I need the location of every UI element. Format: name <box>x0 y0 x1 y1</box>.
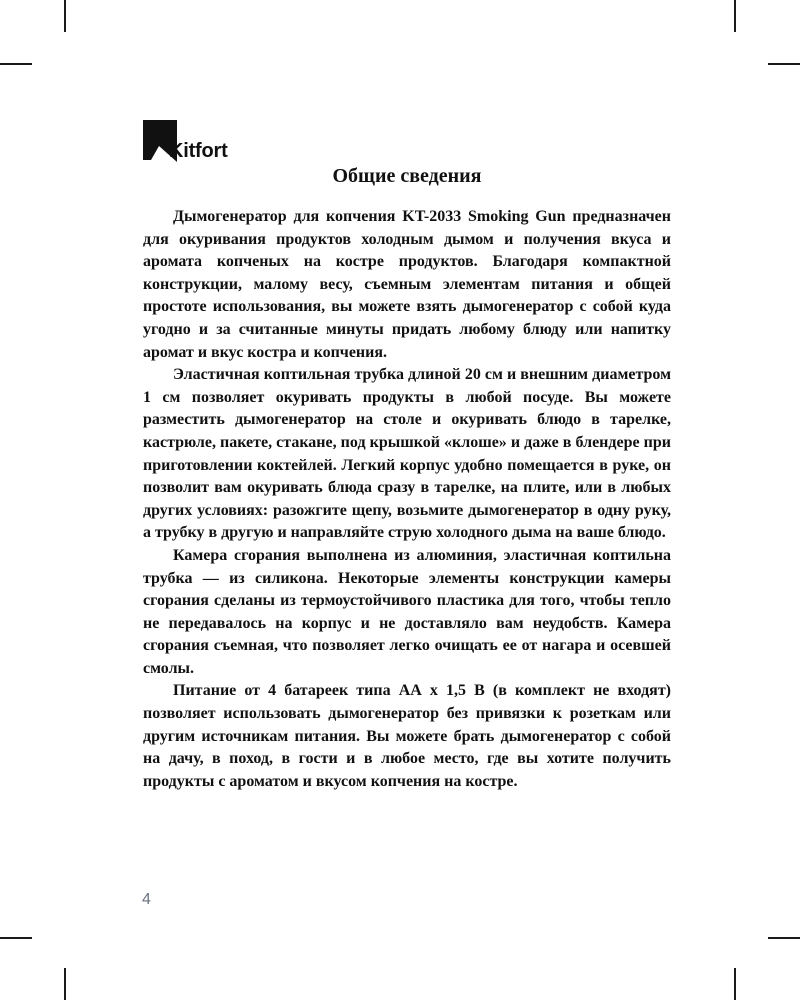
crop-mark-bottom-left-horizontal <box>0 937 32 939</box>
paragraph: Питание от 4 батареек типа АА х 1,5 В (в комплект не входят) позволяет использовать дымогенератор без привязки к розеткам или другим источникам питания. Вы можете брать дымогенератор с собой на дачу, в поход, в гости и в любое место, где вы хотите получить продукты с ароматом и вкусом копчения на костре. <box>143 682 671 790</box>
crop-mark-top-left-horizontal <box>0 63 32 65</box>
paragraph: Камера сгорания выполнена из алюминия, эластичная коптильна трубка — из силикона. Некоторые элементы конструкции камеры сгорания сделаны из термоустойчивого пластика для того, чтобы тепло не передавалось на корпус и не доставляло вам неудобств. Камера сгорания съемная, что позволяет легко очищать ее от нагара и осевшей смолы. <box>143 546 671 677</box>
crop-mark-bottom-right <box>734 968 736 1000</box>
body-text <box>143 206 671 793</box>
crop-mark-top-right-horizontal <box>768 63 800 65</box>
page-title: Общие сведения <box>332 165 482 187</box>
brand-name: Kitfort <box>169 140 228 162</box>
page-number: 4 <box>142 891 151 908</box>
paragraph: Дымогенератор для копчения KT-2033 Smoking Gun предназначен для окуривания продуктов холодным дымом и получения вкуса и аромата копченых на костре продуктов. Благодаря компактной конструкции, малому весу, съемным элементам питания и общей простоте использования, вы можете взять дымогенератор с собой куда угодно и за считанные минуты придать любому блюду или напитку аромат и вкус костра и копчения. <box>143 208 671 361</box>
brand-logo <box>143 120 228 162</box>
paragraph: Эластичная коптильная трубка длиной 20 см и внешним диаметром 1 см позволяет окуривать продукты в любой посуде. Вы можете разместить дымогенератор на столе и окуривать блюдо в тарелке, кастрюле, пакете, стакане, под крышкой «клоше» и даже в блендере при приготовлении коктейлей. Легкий корпус удобно помещается в руке, он позволит вам окуривать блюда сразу в тарелке, на плите, или в любых других условиях: разожгите щепу, возьмите дымогенератор в одну руку, а трубку в другую и направляйте струю холодного дыма на ваше блюдо. <box>143 366 671 542</box>
crop-mark-top-right <box>734 0 736 32</box>
crop-mark-bottom-right-horizontal <box>768 937 800 939</box>
crop-mark-top-left <box>64 0 66 32</box>
crop-mark-bottom-left <box>64 968 66 1000</box>
